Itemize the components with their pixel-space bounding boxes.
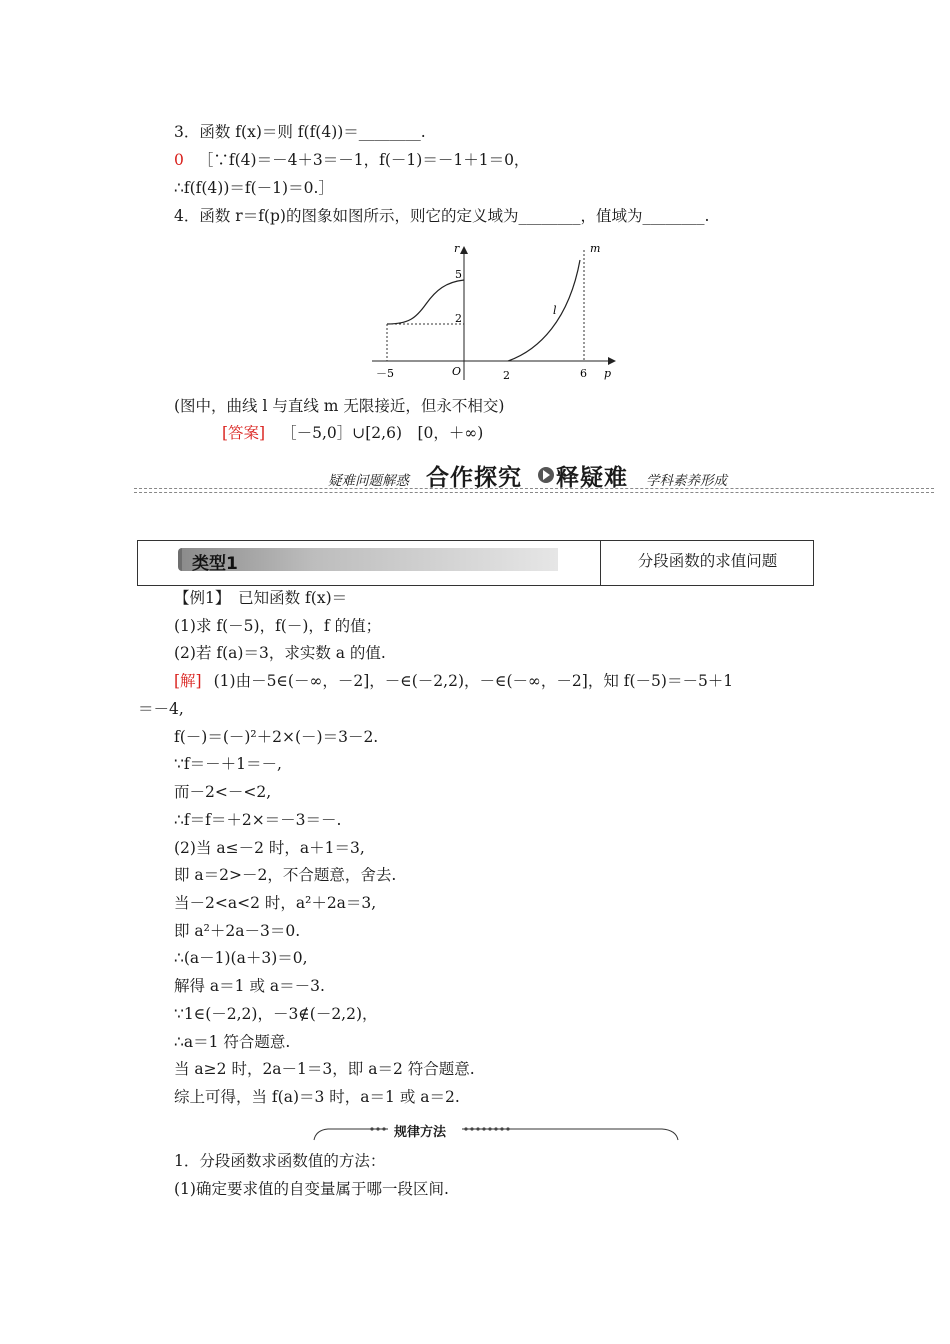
banner-arrow-icon bbox=[536, 465, 556, 485]
banner-rule-2 bbox=[134, 492, 934, 493]
solution-line-6: (2)当 a≤－2 时，a＋1＝3, bbox=[174, 839, 365, 857]
q4-answer-text: ［－5,0］∪[2,6) [0，＋∞) bbox=[281, 424, 484, 442]
r-axis-arrow bbox=[460, 246, 468, 254]
solution-line-14: 当 a≥2 时，2a－1＝3，即 a＝2 符合题意. bbox=[174, 1060, 475, 1078]
method-item-1: 1．分段函数求函数值的方法： bbox=[174, 1152, 386, 1170]
example-q2: (2)若 f(a)＝3，求实数 a 的值. bbox=[174, 644, 386, 662]
solution-line-4: 而－2<－<2, bbox=[174, 783, 272, 801]
type-tag-bar bbox=[182, 548, 558, 571]
p-axis-arrow bbox=[608, 357, 616, 365]
tick-2-p: 2 bbox=[503, 369, 510, 382]
label-m: m bbox=[590, 242, 601, 255]
solution-line-8: 当－2<a<2 时，a²＋2a＝3, bbox=[174, 894, 377, 912]
solution-line-1-text: (1)由－5∈(－∞，－2]，－∈(－2,2)，－∈(－∞，－2]，知 f(－5)＝－5＋1 bbox=[213, 672, 734, 690]
method-item-1a: (1)确定要求值的自变量属于哪一段区间. bbox=[174, 1180, 449, 1198]
type-title: 分段函数的求值问题 bbox=[637, 552, 778, 570]
type-label: 类型1 bbox=[192, 554, 238, 574]
solution-line-1 bbox=[174, 671, 733, 691]
label-l: l bbox=[553, 304, 557, 317]
solution-line-1b: ＝－4, bbox=[138, 700, 184, 718]
example-head: 【例1】 已知函数 f(x)＝ bbox=[174, 589, 348, 607]
solution-line-3: ∵f＝－＋1＝－, bbox=[174, 755, 282, 773]
solution-line-11: 解得 a＝1 或 a＝－3. bbox=[174, 977, 325, 995]
function-graph bbox=[364, 240, 624, 385]
banner-main-1: 合作探究 bbox=[426, 465, 522, 491]
banner-main-2: 释疑难 bbox=[556, 465, 628, 491]
q3-answer-line3: ∴f(f(4))＝f(－1)＝0.］ bbox=[174, 179, 334, 197]
label-p: p bbox=[604, 367, 612, 380]
label-r: r bbox=[454, 242, 460, 255]
q4-answer bbox=[222, 423, 483, 443]
solution-line-13: ∴a＝1 符合题意. bbox=[174, 1033, 291, 1051]
q3-answer-value: 0 bbox=[174, 151, 184, 169]
curve-left bbox=[387, 280, 464, 324]
solution-line-12: ∵1∈(－2,2)，－3∉(－2,2)， bbox=[174, 1005, 378, 1023]
solution-line-10: ∴(a－1)(a＋3)＝0, bbox=[174, 949, 308, 967]
solution-line-9: 即 a²＋2a－3＝0. bbox=[174, 922, 301, 940]
tick-2-r: 2 bbox=[455, 312, 462, 325]
q4-note: (图中，曲线 l 与直线 m 无限接近，但永不相交) bbox=[174, 397, 505, 415]
q4-stem: 4．函数 r＝f(p)的图象如图所示，则它的定义域为________，值域为________. bbox=[174, 207, 710, 225]
curve-l bbox=[508, 260, 580, 361]
tick-5: 5 bbox=[455, 268, 462, 281]
solution-line-7: 即 a＝2>－2，不合题意，舍去. bbox=[174, 866, 397, 884]
solution-line-15: 综上可得，当 f(a)＝3 时，a＝1 或 a＝2. bbox=[174, 1088, 460, 1106]
solution-line-5: ∴f＝f＝＋2×＝－3＝－. bbox=[174, 811, 342, 829]
label-origin: O bbox=[452, 365, 462, 378]
method-divider bbox=[312, 1120, 680, 1142]
q3-stem: 3．函数 f(x)＝则 f(f(4))＝________. bbox=[174, 123, 426, 141]
tick-neg5: －5 bbox=[376, 367, 394, 380]
q3-answer-text: ［∵f(4)＝－4＋3＝－1，f(－1)＝－1＋1＝0， bbox=[197, 151, 530, 169]
banner-left-text: 疑难问题解惑 bbox=[328, 473, 409, 489]
method-label: 规律方法 bbox=[394, 1125, 447, 1140]
q3-answer bbox=[174, 150, 529, 170]
banner-right-text: 学科素养形成 bbox=[646, 473, 727, 489]
q4-answer-tag: [答案] bbox=[222, 424, 266, 442]
banner-rule-1 bbox=[134, 488, 934, 489]
solution-tag: [解] bbox=[174, 672, 202, 690]
example-q1: (1)求 f(－5)，f(－)，f 的值； bbox=[174, 617, 382, 635]
solution-line-2: f(－)＝(－)²＋2×(－)＝3－2. bbox=[174, 728, 379, 746]
tick-6: 6 bbox=[580, 367, 587, 380]
